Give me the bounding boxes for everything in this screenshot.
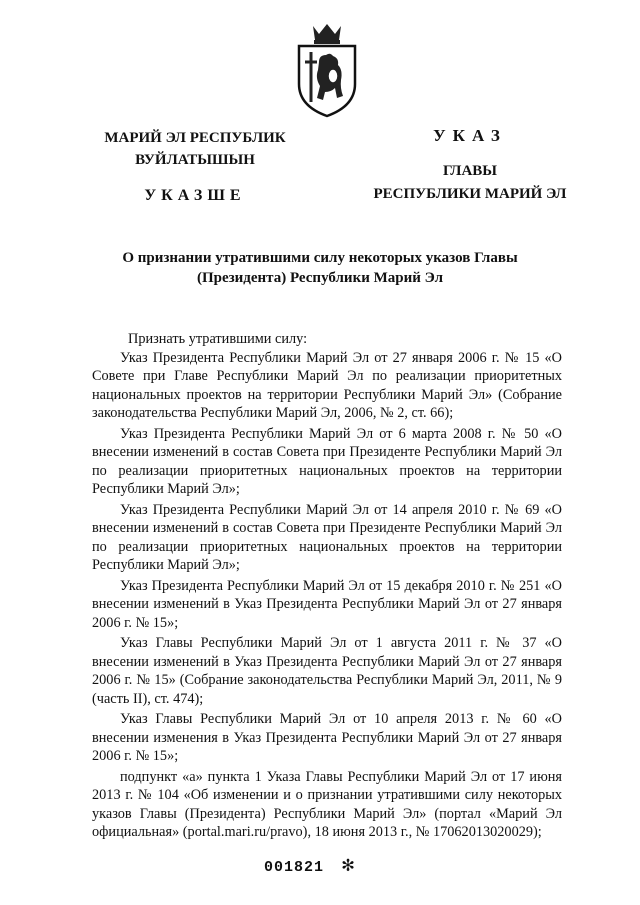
header-left — [95, 127, 295, 207]
header-right-line1: ГЛАВЫ — [442, 163, 498, 179]
body-item: Указ Главы Республики Марий Эл от 1 августа 2011 г. № 37 «О внесении изменений в Указ Президента Республики Марий Эл от 27 января 2006 г. № 15» (Собрание законодательства Республики Марий Эл, 2011, № 9 (часть II), ст. 474); — [92, 635, 562, 707]
page-footer — [264, 852, 355, 878]
document-body — [92, 330, 562, 842]
body-intro: Признать утратившими силу: — [128, 331, 308, 347]
header-left-line1: МАРИЙ ЭЛ РЕСПУБЛИК — [104, 130, 286, 146]
header-right — [360, 160, 580, 206]
header-right-label: УКАЗ — [433, 126, 507, 145]
body-item: Указ Президента Республики Марий Эл от 15 декабря 2010 г. № 251 «О внесении изменений в Указ Президента Республики Марий Эл от 27 января 2006 г. № 15»; — [92, 577, 562, 631]
body-item: Указ Президента Республики Марий Эл от 14 апреля 2010 г. № 69 «О внесении изменений в состав Совета при Президенте Республики Марий Эл по реализации приоритетных национальных проектов на территории Республики Марий Эл»; — [92, 501, 562, 573]
title-line2: (Президента) Республики Марий Эл — [196, 270, 444, 286]
body-item: Указ Президента Республики Марий Эл от 27 января 2006 г. № 15 «О Совете при Главе Республики Марий Эл по реализации приоритетных национальных проектов на территории Республики Марий Эл» (Собрание законодательства Республики Марий Эл, 2006, № 2, ст. 66); — [92, 349, 562, 421]
body-item: Указ Президента Республики Марий Эл от 6 марта 2008 г. № 50 «О внесении изменений в состав Совета при Президенте Республики Марий Эл по реализации приоритетных национальных проектов на территории Республики Марий Эл»; — [92, 425, 562, 497]
serial-number: 001821 — [264, 859, 325, 876]
body-item: подпункт «а» пункта 1 Указа Главы Республики Марий Эл от 17 июня 2013 г. № 104 «Об изменении и о признании утратившими силу некоторых указов Главы (Президента) Республики Марий Эл» (портал «Марий Эл официальная» (portal.mari.ru/pravo), 18 июня 2013 г., № 17062013020029); — [92, 768, 562, 840]
header-left-line2: ВУЙЛАТЫШЫН — [135, 152, 255, 168]
coat-of-arms-icon — [293, 22, 361, 118]
header-left-label: УКАЗШЕ — [144, 187, 246, 204]
body-item: Указ Главы Республики Марий Эл от 10 апреля 2013 г. № 60 «О внесении изменения в Указ Президента Республики Марий Эл от 27 января 2006 г. № 15»; — [92, 711, 562, 764]
asterisk-icon: ✻ — [342, 855, 356, 878]
header-right-line2: РЕСПУБЛИКИ МАРИЙ ЭЛ — [373, 186, 567, 202]
document-title — [100, 248, 540, 288]
title-line1: О признании утратившими силу некоторых указов Главы — [122, 250, 518, 266]
